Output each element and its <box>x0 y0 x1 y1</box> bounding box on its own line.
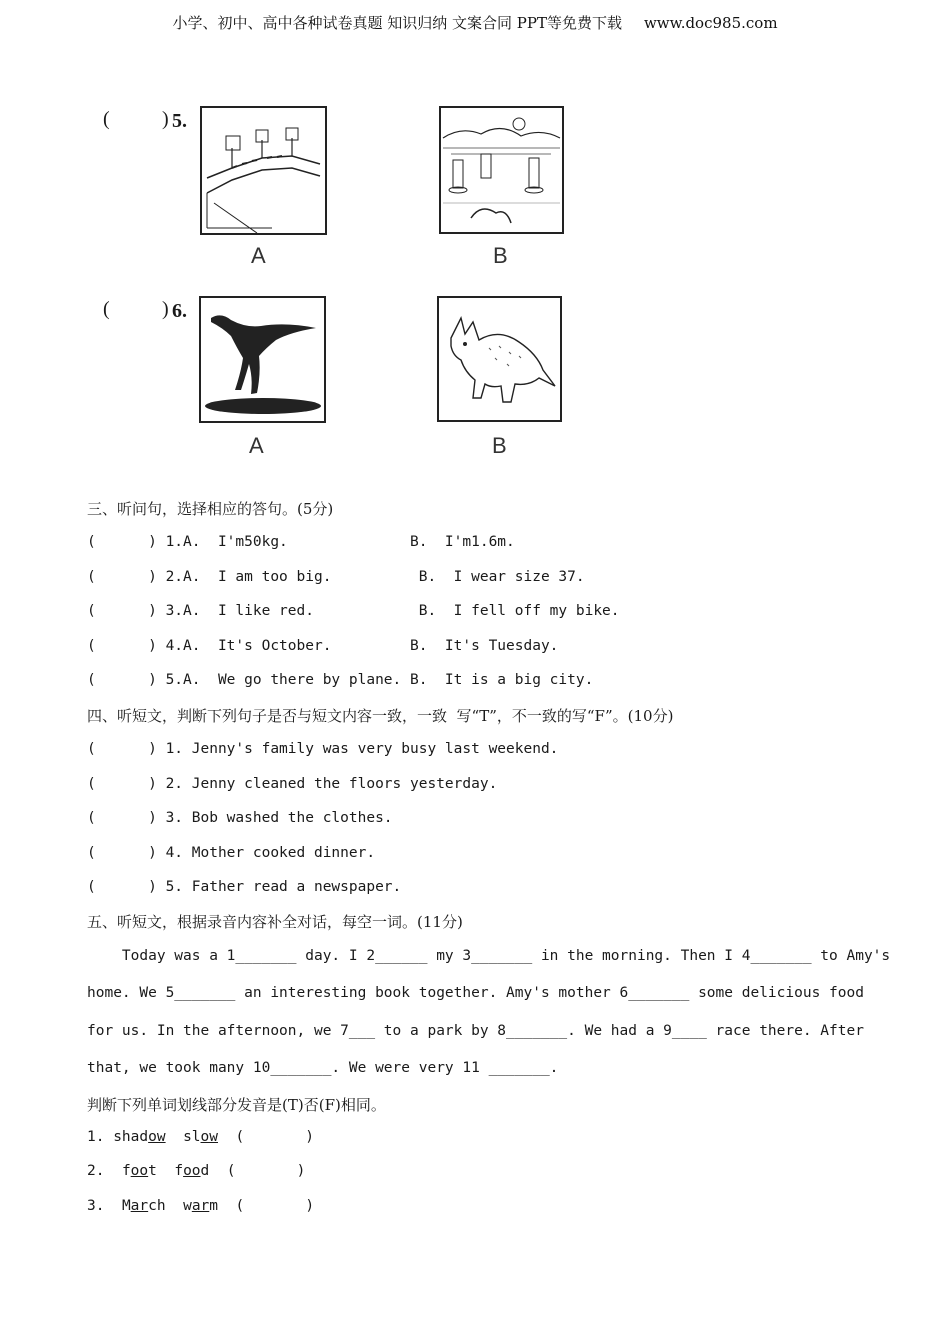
section4-item: ( ) 4. Mother cooked dinner. <box>87 845 376 861</box>
section4-item: ( ) 1. Jenny's family was very busy last weekend. <box>87 741 559 757</box>
question-number: 5. <box>172 110 187 132</box>
section3-item: ( ) 3.A. I like red. B. I fell off my bike. <box>87 603 620 619</box>
section3-title: 三、听问句，选择相应的答句。(5分) <box>87 500 334 518</box>
word-1: shadow <box>113 1129 166 1145</box>
passage-line: home. We 5_______ an interesting book together. Amy's mother 6_______ some delicious food <box>87 985 864 1001</box>
section4-item: ( ) 2. Jenny cleaned the floors yesterday. <box>87 776 498 792</box>
item-number: 3. <box>87 1198 105 1214</box>
option-b-label: B <box>493 243 508 268</box>
section3-item: ( ) 2.A. I am too big. B. I wear size 37. <box>87 569 585 585</box>
section5-title: 五、听短文，根据录音内容补全对话，每空一词。(11分) <box>87 913 463 931</box>
great-wall-image <box>200 106 327 235</box>
section4-item: ( ) 3. Bob washed the clothes. <box>87 810 393 826</box>
question-number: 6. <box>172 300 187 322</box>
triceratops-image <box>437 296 562 422</box>
header-text: 小学、初中、高中各种试卷真题 知识归纳 文案合同 PPT等免费下载 <box>172 14 622 32</box>
pronunciation-item <box>87 1163 305 1179</box>
pronunciation-item <box>87 1129 314 1145</box>
section6-title: 判断下列单词划线部分发音是(T)否(F)相同。 <box>87 1096 386 1114</box>
section3-item: ( ) 5.A. We go there by plane. B. It is a big city. <box>87 672 594 688</box>
answer-paren: ( ) <box>226 1163 306 1179</box>
dinosaur-silhouette-image <box>199 296 326 423</box>
option-a-label: A <box>249 433 264 458</box>
pronunciation-item <box>87 1198 314 1214</box>
answer-paren-close: ) <box>162 298 169 320</box>
section4-title: 四、听短文，判断下列句子是否与短文内容一致，一致 写“T”，不一致的写“F”。(10分) <box>87 707 674 725</box>
passage-line: Today was a 1_______ day. I 2______ my 3_______ in the morning. Then I 4_______ to Amy's <box>87 948 891 964</box>
answer-paren: ( ) <box>235 1129 315 1145</box>
answer-paren-open: ( <box>103 108 110 130</box>
word-2: slow <box>183 1129 218 1145</box>
item-number: 2. <box>87 1163 105 1179</box>
passage-line: for us. In the afternoon, we 7___ to a park by 8_______. We had a 9____ race there. After <box>87 1023 864 1039</box>
section3-item: ( ) 4.A. It's October. B. It's Tuesday. <box>87 638 559 654</box>
option-a-label: A <box>251 243 266 268</box>
word-2: food <box>174 1163 210 1179</box>
word-1: March <box>121 1198 166 1214</box>
option-b-label: B <box>492 433 507 458</box>
section3-item: ( ) 1.A. I'm50kg. B. I'm1.6m. <box>87 534 515 550</box>
answer-paren-open: ( <box>103 298 110 320</box>
landscape-image <box>439 106 564 234</box>
word-2: warm <box>183 1198 219 1214</box>
page-header <box>0 12 950 33</box>
answer-paren: ( ) <box>235 1198 315 1214</box>
item-number: 1. <box>87 1129 105 1145</box>
header-site: www.doc985.com <box>643 14 778 32</box>
answer-paren-close: ) <box>162 108 169 130</box>
word-1: foot <box>121 1163 157 1179</box>
section4-item: ( ) 5. Father read a newspaper. <box>87 879 402 895</box>
passage-line: that, we took many 10_______. We were very 11 _______. <box>87 1060 559 1076</box>
